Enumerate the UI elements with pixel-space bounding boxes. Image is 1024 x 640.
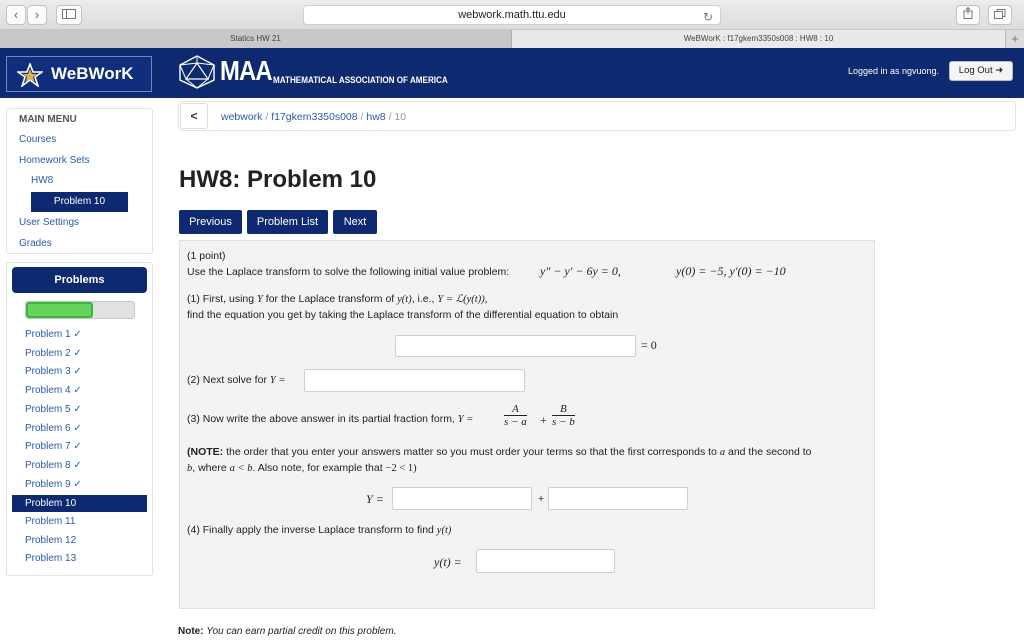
ode-equation: y″ − y′ − 6y = 0, [540, 264, 621, 278]
part4-yt: y(t) [436, 525, 452, 536]
note-ab: a < b [229, 463, 253, 474]
breadcrumb-course[interactable]: f17gkem3350s008 [271, 111, 358, 123]
problems-panel-title: Problems [12, 267, 147, 293]
part4-line [187, 524, 451, 536]
solve-Y-input[interactable] [304, 369, 525, 392]
share-icon[interactable] [956, 5, 980, 25]
note-footer-text: You can earn partial credit on this problem. [206, 626, 397, 637]
part1-text-b: for the Laplace transform of [265, 293, 395, 305]
next-button[interactable]: Next [333, 210, 377, 234]
back-arrow-icon[interactable]: ‹ [6, 5, 26, 25]
problem-item-5[interactable]: Problem 5 ✓ [25, 404, 82, 415]
note-also: . Also note, for example that [252, 462, 383, 474]
note-b: b [187, 463, 193, 474]
main-menu-title: MAIN MENU [19, 114, 77, 125]
logged-in-label: Logged in as ngvuong. [848, 66, 940, 76]
note-text: the order that you enter your answers matter so you must order your terms so that the first corresponds to [226, 446, 717, 458]
menu-homework-sets[interactable]: Homework Sets [19, 155, 90, 166]
breadcrumb-separator: / [265, 111, 269, 123]
breadcrumb-separator: / [360, 111, 364, 123]
problem-list-button[interactable]: Problem List [247, 210, 328, 234]
answer-Y-label: Y = [366, 492, 384, 506]
menu-hw8[interactable]: HW8 [31, 175, 54, 186]
points-label: (1 point) [187, 250, 226, 262]
forward-arrow-icon[interactable]: › [27, 5, 47, 25]
part4-text: (4) Finally apply the inverse Laplace transform to find [187, 524, 434, 536]
new-tab-button[interactable]: + [1005, 30, 1024, 48]
fraction-A [504, 403, 527, 428]
note-footer-label: Note: [178, 626, 204, 637]
logout-button[interactable] [949, 61, 1013, 81]
site-header [0, 48, 1024, 98]
url-text: webwork.math.ttu.edu [458, 9, 566, 21]
note-line1 [187, 446, 811, 458]
problem-item-7[interactable]: Problem 7 ✓ [25, 441, 82, 452]
fraction-B [552, 403, 575, 428]
partial-fraction-B-input[interactable] [548, 487, 688, 510]
problem-item-8[interactable]: Problem 8 ✓ [25, 460, 82, 471]
note-example: −2 < 1) [385, 463, 417, 474]
problems-panel [6, 262, 153, 576]
problem-item-6[interactable]: Problem 6 ✓ [25, 423, 82, 434]
part3-line [187, 413, 473, 425]
note-line2 [187, 462, 417, 474]
problem-item-10[interactable]: Problem 10 [12, 495, 147, 512]
url-bar[interactable] [303, 5, 721, 25]
problem-item-3[interactable]: Problem 3 ✓ [25, 366, 82, 377]
previous-button[interactable]: Previous [179, 210, 242, 234]
inverse-laplace-input[interactable] [476, 549, 615, 573]
menu-courses[interactable]: Courses [19, 134, 57, 145]
fraction-A-numerator: A [504, 403, 527, 416]
breadcrumb-problem: 10 [394, 111, 407, 123]
problem-item-12[interactable]: Problem 12 [25, 535, 77, 546]
breadcrumb-hw8[interactable]: hw8 [366, 111, 386, 123]
problem-intro: Use the Laplace transform to solve the following initial value problem: [187, 266, 510, 278]
tab-webwork[interactable]: WeBWorK : f17gkem3350s008 : HW8 : 10 [512, 30, 1005, 48]
breadcrumb-webwork[interactable]: webwork [221, 111, 263, 123]
part1-line1 [187, 293, 487, 305]
maa-icosahedron-icon [178, 55, 216, 89]
main-menu [6, 108, 153, 254]
partial-fraction-A-input[interactable] [392, 487, 532, 510]
fraction-A-denominator: s − a [504, 416, 527, 428]
part1-text-a: (1) First, using [187, 293, 255, 305]
maa-short-text: MAA [220, 55, 272, 86]
progress-bar-fill [26, 302, 93, 318]
breadcrumb-back-button[interactable]: < [180, 103, 208, 129]
laplace-equation-input[interactable] [395, 335, 636, 357]
part1-yt: y(t) [397, 294, 412, 305]
page-title: HW8: Problem 10 [179, 166, 377, 193]
maa-long-text: MATHEMATICAL ASSOCIATION OF AMERICA [273, 75, 448, 85]
progress-bar [25, 301, 135, 319]
note-label: (NOTE: [187, 446, 224, 458]
note-a: a [719, 447, 726, 458]
note-where: , where [192, 462, 227, 474]
problem-item-11[interactable]: Problem 11 [25, 516, 76, 527]
webwork-logo[interactable] [6, 56, 152, 92]
part3-text: (3) Now write the above answer in its partial fraction form, [187, 413, 455, 425]
part1-text-c: , i.e., [411, 293, 435, 305]
part1-Y: Y [257, 294, 263, 305]
menu-problem-10[interactable]: Problem 10 [31, 192, 128, 212]
breadcrumb-separator: / [388, 111, 392, 123]
maa-logo[interactable] [178, 55, 448, 91]
part2-Y: Y = [269, 375, 286, 386]
problem-item-1[interactable]: Problem 1 ✓ [25, 329, 82, 340]
answer-plus: + [538, 493, 545, 505]
tabs-overview-icon[interactable] [988, 5, 1012, 25]
problem-item-2[interactable]: Problem 2 ✓ [25, 348, 82, 359]
part1-def: Y = ℒ(y(t)), [437, 294, 488, 305]
part3-Y: Y = [457, 414, 474, 425]
answer-yt-label: y(t) = [434, 555, 462, 569]
logo-text: WeBWorK [51, 64, 134, 83]
breadcrumb-trail [221, 111, 406, 123]
sidebar-toggle-icon[interactable] [56, 5, 82, 25]
tab-statics[interactable]: Statics HW 21 [0, 30, 512, 48]
fraction-B-denominator: s − b [552, 416, 575, 428]
breadcrumb [178, 101, 1016, 131]
partial-credit-note [178, 626, 396, 637]
menu-user-settings[interactable]: User Settings [19, 217, 80, 228]
fraction-plus: + [540, 413, 547, 427]
part2-line [187, 374, 285, 386]
browser-toolbar [0, 0, 1024, 30]
problem-item-4[interactable]: Problem 4 ✓ [25, 385, 82, 396]
part1-line2: find the equation you get by taking the Laplace transform of the differential equation to obtain [187, 309, 619, 321]
note-and: and the second to [728, 446, 812, 458]
menu-grades[interactable]: Grades [19, 238, 52, 249]
tab-bar [0, 30, 1024, 48]
part2-text: (2) Next solve for [187, 374, 267, 386]
logout-icon: ➜ [995, 65, 1004, 76]
reload-icon[interactable]: ↻ [702, 10, 713, 24]
problem-box [179, 240, 875, 609]
problem-item-13[interactable]: Problem 13 [25, 553, 77, 564]
fraction-B-numerator: B [552, 403, 575, 416]
webwork-star-icon [17, 63, 43, 87]
initial-conditions: y(0) = −5, y′(0) = −10 [676, 264, 786, 278]
equals-zero: = 0 [641, 338, 657, 352]
problem-item-9[interactable]: Problem 9 ✓ [25, 479, 82, 490]
logout-label: Log Out [958, 65, 993, 76]
